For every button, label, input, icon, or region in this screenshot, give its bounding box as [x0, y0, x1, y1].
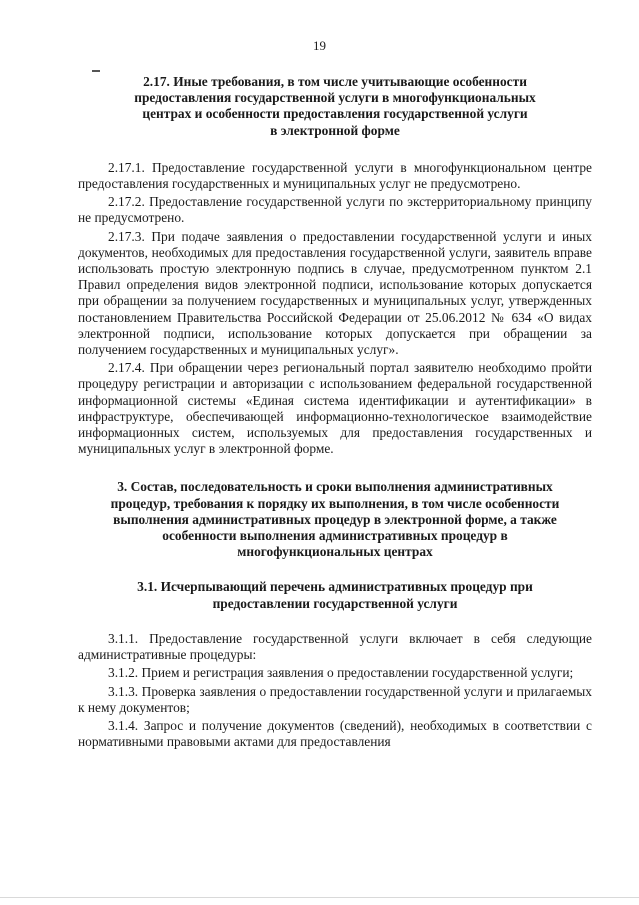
section-2-17-title-line: центрах и особенности предоставления государственной услуги — [142, 106, 528, 122]
page-number: 19 — [313, 38, 326, 53]
document-body — [78, 74, 592, 752]
section-3-title-line: многофункциональных центрах — [237, 544, 433, 560]
paragraph-3-1-1: 3.1.1. Предоставление государственной услуги включает в себя следующие административные процедуры: — [78, 630, 592, 663]
section-3-title-line: 3. Состав, последовательность и сроки выполнения административных — [117, 479, 553, 495]
section-3-title-line: особенности выполнения административных процедур в — [162, 528, 508, 544]
paragraph-3-1-2: 3.1.2. Прием и регистрация заявления о предоставлении государственной услуги; — [108, 665, 574, 681]
section-2-17-title — [78, 74, 592, 139]
paragraph-2-17-1: 2.17.1. Предоставление государственной услуги в многофункциональном центре предоставления государственных и муниципальных услуг не предусмотрено. — [78, 159, 592, 192]
section-2-17-title-line: в электронной форме — [270, 122, 400, 138]
section-3-title-line: процедур, требования к порядку их выполнения, в том числе особенности — [110, 495, 560, 511]
section-3-title-line: выполнения административных процедур в электронной форме, а также — [113, 511, 557, 527]
section-3-title — [78, 479, 592, 560]
paragraph-3-1-4: 3.1.4. Запрос и получение документов (сведений), необходимых в соответствии с нормативными правовыми актами для предоставления — [78, 717, 592, 750]
paragraph-2-17-3: 2.17.3. При подаче заявления о предоставлении государственной услуги и иных документов, необходимых для предоставления государственной услуги, заявитель вправе использовать простую электронную подпись в случае, предусмотренном пунктом 2.1 Правил определения видов электронной подписи, использование которых допускается при обращении за получением государственных и муниципальных услуг, утвержденных постановлением Правительства Российской Федерации от 25.06.2012 № 634 «О видах электронной подписи, использование которых допускается при обращении за получением государственных и муниципальных услуг». — [78, 228, 592, 358]
scan-artifact-mark — [92, 70, 100, 72]
paragraph-2-17-4: 2.17.4. При обращении через региональный портал заявителю необходимо пройти процедуру регистрации и авторизации с использованием федеральной государственной информационной системы «Единая система идентификации и аутентификации» в инфраструктуре, обеспечивающей информационно-технологическое взаимодействие информационных систем, используемых для предоставления государственных и муниципальных услуг в электронной форме. — [78, 360, 592, 457]
section-3-1-title — [78, 579, 592, 611]
section-3-1-title-line: предоставлении государственной услуги — [212, 595, 458, 611]
paragraph-3-1-3: 3.1.3. Проверка заявления о предоставлении государственной услуги и прилагаемых к нему документов; — [78, 683, 592, 715]
page-bottom-edge — [0, 897, 639, 898]
section-3-1-title-line: 3.1. Исчерпывающий перечень административных процедур при — [137, 579, 533, 595]
paragraph-2-17-2: 2.17.2. Предоставление государственной услуги по экстерриториальному принципу не предусмотрено. — [78, 194, 592, 226]
section-2-17-title-line: 2.17. Иные требования, в том числе учитывающие особенности — [143, 74, 527, 89]
section-2-17-title-line: предоставления государственной услуги в многофункциональных — [134, 90, 536, 106]
